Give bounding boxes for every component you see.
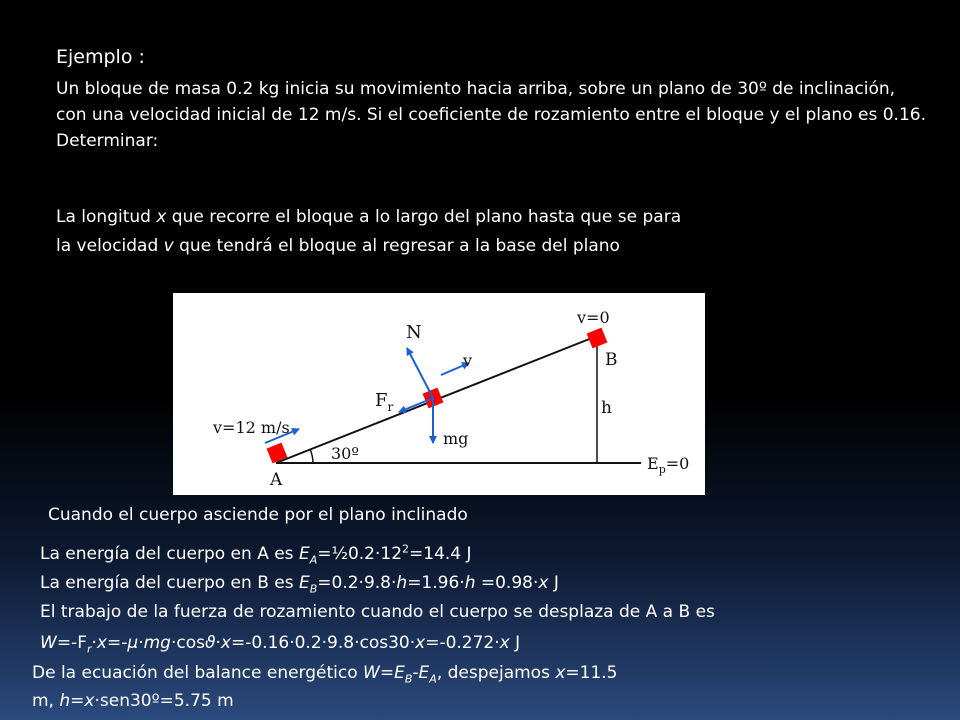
balance-line-2: m, h=x·sen30º=5.75 m (32, 691, 234, 711)
angle-arc (310, 449, 313, 463)
energy-b-line: La energía del cuerpo en B es $E_B=0.2\cdot 9.8\cdot h=1.96\cdot h =0.98\cdot x$ J (40, 573, 559, 596)
label-weight: mg (443, 429, 469, 448)
work-text-line: El trabajo de la fuerza de rozamiento cuando el cuerpo se desplaza de A a B es (40, 602, 715, 622)
label-normal: N (406, 322, 422, 343)
label-point-b: B (605, 350, 618, 370)
label-velocity: v (463, 351, 473, 370)
slide-title: Ejemplo : (56, 46, 145, 68)
energy-a-line: La energía del cuerpo en A es $E_A=\frac{1}{2}0.2\cdot 12^2=14.4$ J (40, 542, 472, 567)
inclined-plane-figure (173, 293, 705, 495)
label-friction: $F_r$ (375, 390, 394, 414)
label-angle: 30º (331, 444, 359, 463)
question-2: la velocidad v que tendrá el bloque al regresar a la base del plano (56, 236, 620, 256)
question-1: La longitud x que recorre el bloque a lo largo del plano hasta que se para (56, 207, 682, 227)
label-ep: $E_p=0$ (647, 454, 690, 476)
label-v-top: v=0 (577, 308, 610, 327)
figure-caption: Cuando el cuerpo asciende por el plano inclinado (48, 505, 468, 525)
label-height: h (601, 398, 612, 418)
normal-arrow (407, 348, 433, 398)
label-v-initial: v=12 m/s (213, 418, 290, 437)
problem-statement: Un bloque de masa 0.2 kg inicia su movimiento hacia arriba, sobre un plano de 30º de inclinación, con una velocidad inicial de 12 m/s. Si el coeficiente de rozamiento entre el bloque y el plano es 0.16. Determinar: (56, 79, 926, 151)
label-point-a: A (270, 470, 283, 490)
block-b (587, 328, 608, 349)
work-formula-line: $W=-F_r\cdot x=-\mu\cdot mg\cdot\cos ϑ\cdot x=-0.16\cdot 0.2\cdot 9.8\cdot\cos 30\cdot x=-0.272\cdot x$ J (40, 633, 521, 656)
balance-line-1: De la ecuación del balance energético $W=E_B-E_A$, despejamos x=11.5 (32, 663, 618, 686)
